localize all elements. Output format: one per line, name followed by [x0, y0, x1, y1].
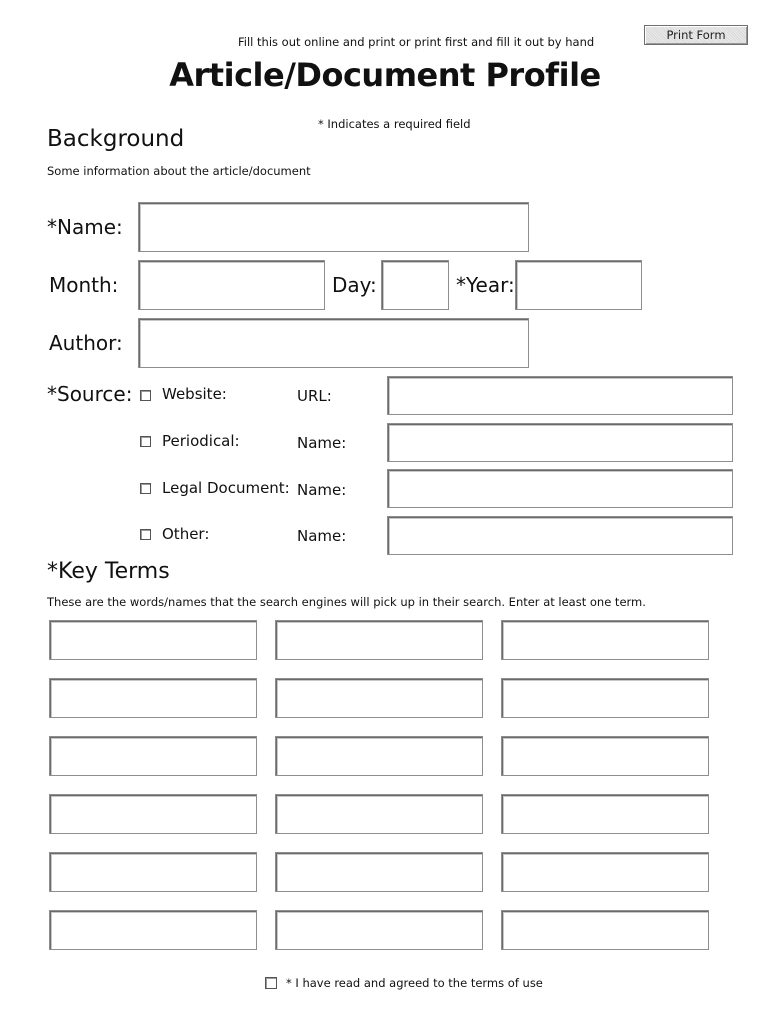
- key-term-field[interactable]: [49, 910, 257, 950]
- key-term-field[interactable]: [501, 794, 709, 834]
- source-website-checkbox[interactable]: [140, 390, 151, 401]
- year-field[interactable]: [515, 260, 642, 310]
- key-term-field[interactable]: [275, 620, 483, 660]
- source-label: *Source:: [47, 382, 133, 406]
- day-label: Day:: [332, 273, 377, 297]
- author-label: Author:: [49, 331, 123, 355]
- key-term-field[interactable]: [49, 736, 257, 776]
- key-term-field[interactable]: [275, 736, 483, 776]
- key-term-field[interactable]: [275, 678, 483, 718]
- source-periodical-checkbox[interactable]: [140, 436, 151, 447]
- source-website-label: Website:: [162, 385, 227, 403]
- key-term-field[interactable]: [275, 910, 483, 950]
- key-term-field[interactable]: [275, 852, 483, 892]
- periodical-name-label: Name:: [297, 434, 347, 452]
- key-term-field[interactable]: [49, 794, 257, 834]
- required-note: * Indicates a required field: [318, 117, 471, 131]
- month-field[interactable]: [138, 260, 325, 310]
- key-term-field[interactable]: [501, 678, 709, 718]
- key-terms-description: These are the words/names that the search engines will pick up in their search. Enter at least one term.: [47, 595, 646, 609]
- periodical-name-field[interactable]: [387, 423, 733, 462]
- author-field[interactable]: [138, 318, 529, 368]
- print-form-button[interactable]: Print Form: [644, 25, 748, 45]
- source-legal-document-label: Legal Document:: [162, 479, 290, 497]
- legal-document-name-label: Name:: [297, 481, 347, 499]
- other-name-field[interactable]: [387, 516, 733, 555]
- source-other-label: Other:: [162, 525, 210, 543]
- name-label: *Name:: [47, 215, 123, 239]
- key-term-field[interactable]: [49, 852, 257, 892]
- terms-label: * I have read and agreed to the terms of use: [286, 976, 543, 990]
- instructions-text: Fill this out online and print or print first and fill it out by hand: [238, 35, 595, 49]
- key-term-field[interactable]: [501, 910, 709, 950]
- key-term-field[interactable]: [501, 736, 709, 776]
- legal-document-name-field[interactable]: [387, 469, 733, 508]
- source-other-checkbox[interactable]: [140, 529, 151, 540]
- page-title: Article/Document Profile: [169, 56, 601, 94]
- source-periodical-label: Periodical:: [162, 432, 240, 450]
- terms-checkbox[interactable]: [265, 977, 277, 989]
- year-label: *Year:: [456, 273, 515, 297]
- other-name-label: Name:: [297, 527, 347, 545]
- key-term-field[interactable]: [501, 620, 709, 660]
- key-terms-heading: *Key Terms: [47, 559, 170, 584]
- key-term-field[interactable]: [49, 620, 257, 660]
- month-label: Month:: [49, 273, 119, 297]
- key-term-field[interactable]: [49, 678, 257, 718]
- key-term-field[interactable]: [501, 852, 709, 892]
- source-legal-document-checkbox[interactable]: [140, 483, 151, 494]
- background-description: Some information about the article/document: [47, 164, 311, 178]
- url-field[interactable]: [387, 376, 733, 415]
- name-field[interactable]: [138, 202, 529, 252]
- key-term-field[interactable]: [275, 794, 483, 834]
- background-heading: Background: [47, 126, 185, 152]
- url-label: URL:: [297, 387, 332, 405]
- day-field[interactable]: [381, 260, 449, 310]
